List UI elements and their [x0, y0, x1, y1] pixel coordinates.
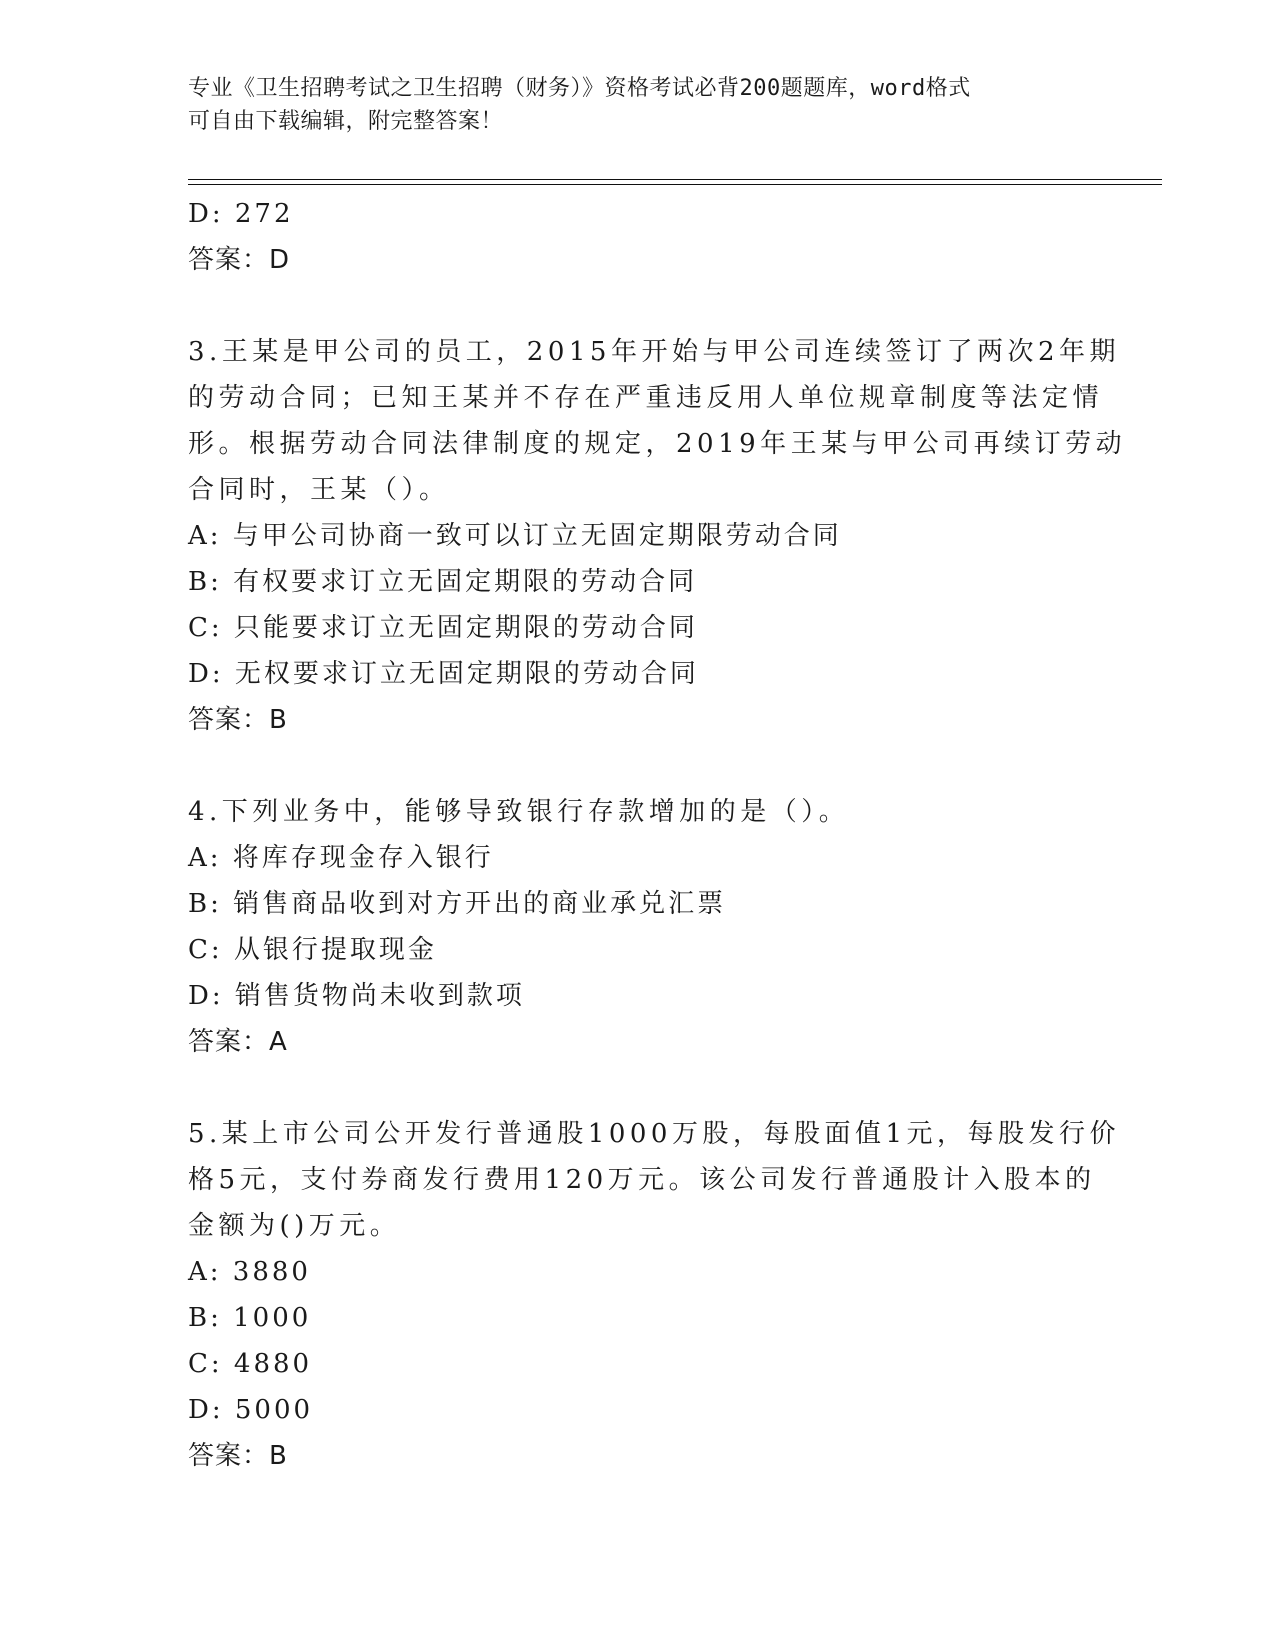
option-c: C: 4880 [188, 1349, 313, 1379]
question-text-line: 4.下列业务中，能够导致银行存款增加的是（）。 [188, 797, 850, 827]
header-title-line-1: 专业《卫生招聘考试之卫生招聘（财务）》资格考试必背200题题库，word格式 [188, 76, 971, 101]
header-divider-top [188, 179, 1162, 180]
document-header [188, 72, 1068, 138]
question-list [188, 191, 1127, 1479]
option-d: D: 无权要求订立无固定期限的劳动合同 [188, 659, 699, 689]
question-4 [188, 789, 1088, 1065]
option-c: C: 只能要求订立无固定期限的劳动合同 [188, 613, 698, 643]
question-text-line: 3.王某是甲公司的员工，2015年开始与甲公司连续签订了两次2年期 [188, 337, 1121, 367]
question-text-line: 的劳动合同；已知王某并不存在严重违反用人单位规章制度等法定情 [188, 383, 1104, 413]
option-b: B: 有权要求订立无固定期限的劳动合同 [188, 567, 698, 597]
option-d: D: 272 [188, 199, 294, 229]
option-d: D: 销售货物尚未收到款项 [188, 981, 525, 1011]
question-text-line: 格5元，支付券商发行费用120万元。该公司发行普通股计入股本的 [188, 1165, 1096, 1195]
option-a: A: 3880 [188, 1257, 311, 1287]
question-text [188, 1111, 1121, 1249]
option-d: D: 5000 [188, 1395, 314, 1425]
answer: 答案：B [188, 1441, 288, 1471]
option-b: B: 销售商品收到对方开出的商业承兑汇票 [188, 889, 727, 919]
answer: 答案：A [188, 1027, 288, 1057]
question-text-line: 金额为()万元。 [188, 1211, 401, 1241]
spacer [188, 743, 1088, 789]
answer: 答案：B [188, 705, 288, 735]
option-a: A: 将库存现金存入银行 [188, 843, 494, 873]
header-title-line-2: 可自由下载编辑，附完整答案！ [188, 109, 504, 134]
option-b: B: 1000 [188, 1303, 312, 1333]
question-text-line: 合同时，王某（）。 [188, 475, 450, 505]
option-a: A: 与甲公司协商一致可以订立无固定期限劳动合同 [188, 521, 842, 551]
question-3 [188, 329, 1127, 743]
question-text-line: 形。根据劳动合同法律制度的规定，2019年王某与甲公司再续订劳动 [188, 429, 1127, 459]
spacer [188, 283, 1088, 329]
question-text [188, 789, 1088, 835]
answer: 答案：D [188, 245, 291, 275]
spacer [188, 1065, 1088, 1111]
question-5 [188, 1111, 1121, 1479]
question-text [188, 329, 1127, 513]
question-2 [188, 191, 1088, 283]
option-c: C: 从银行提取现金 [188, 935, 437, 965]
header-divider-bottom [188, 184, 1162, 185]
question-text-line: 5.某上市公司公开发行普通股1000万股，每股面值1元，每股发行价 [188, 1119, 1121, 1149]
